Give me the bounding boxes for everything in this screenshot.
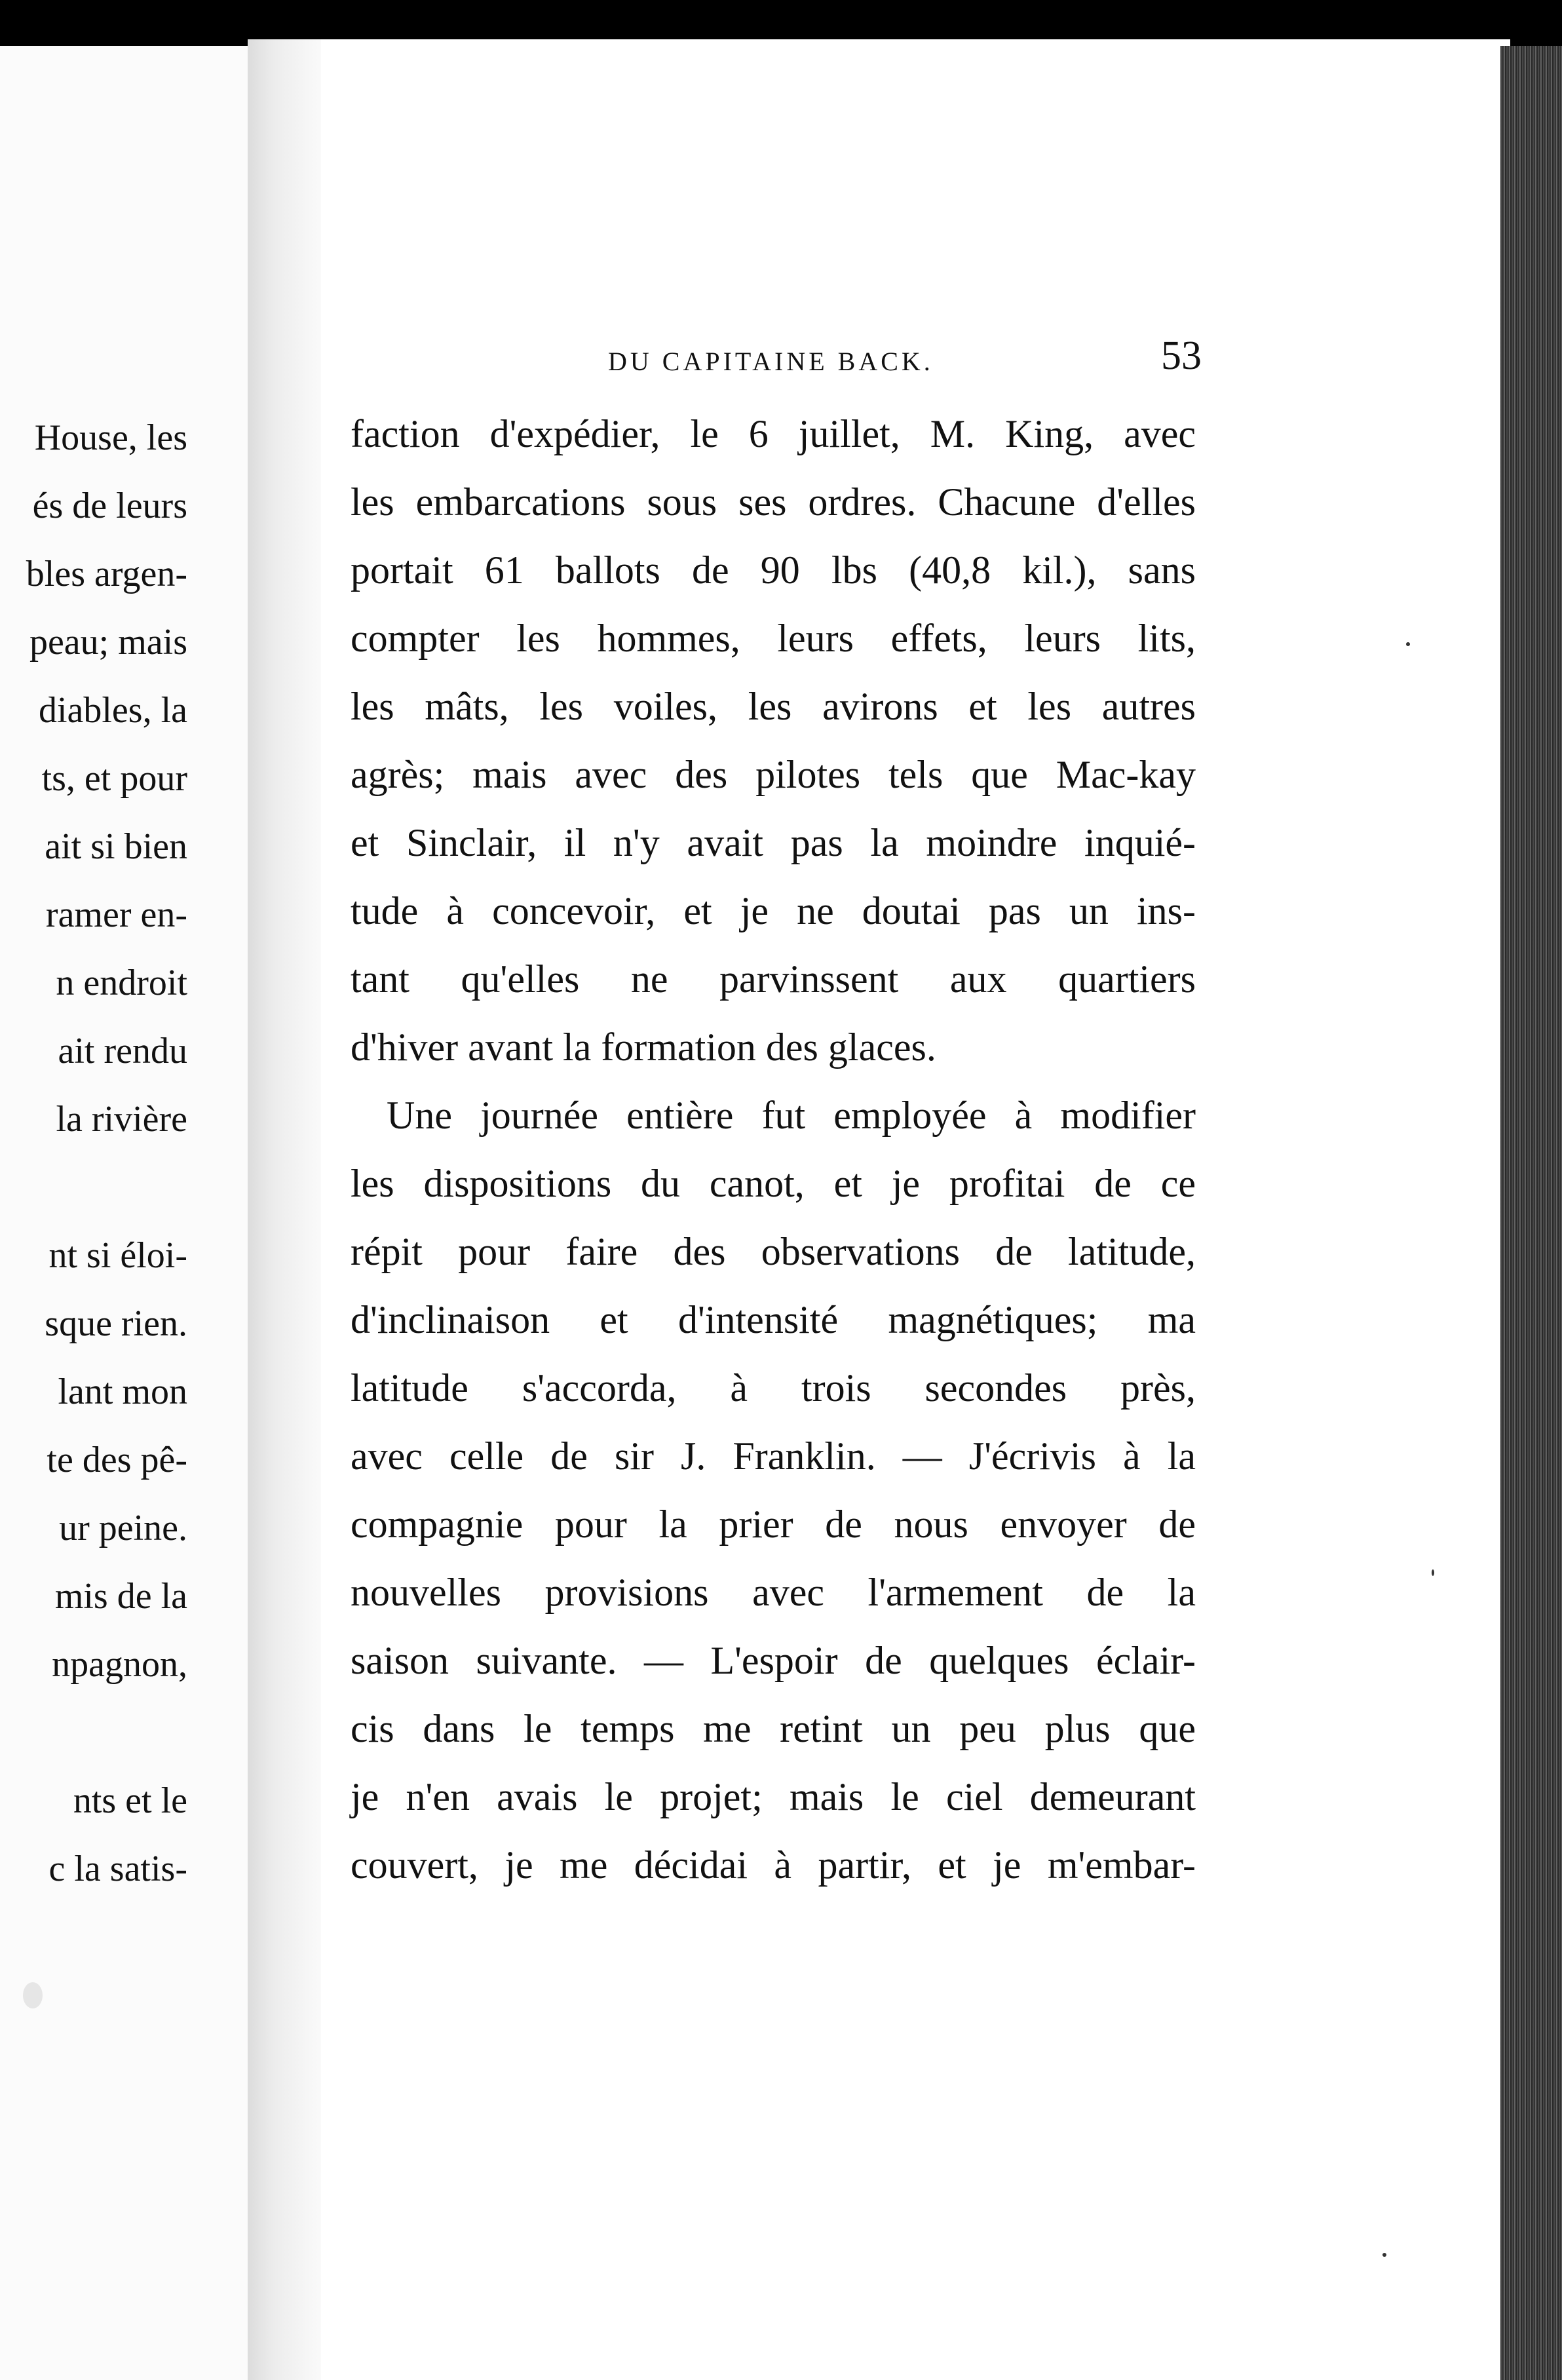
body-line: compter les hommes, leurs effets, leurs lits, <box>351 617 1196 660</box>
left-page-line: npagnon, <box>52 1644 187 1685</box>
right-page <box>321 39 1510 2380</box>
body-line: d'hiver avant la formation des glaces. <box>351 1026 936 1069</box>
body-line: faction d'expédier, le 6 juillet, M. King, avec <box>351 412 1196 455</box>
left-page-line: lant mon <box>58 1372 187 1412</box>
left-page-line: ramer en- <box>45 894 187 935</box>
left-page-line: és de leurs <box>32 486 187 526</box>
left-page-line: mis de la <box>54 1576 187 1617</box>
body-line: latitude s'accorda, à trois secondes près, <box>351 1366 1196 1410</box>
left-page-line: la rivière <box>56 1099 187 1140</box>
left-page-line: ait si bien <box>45 826 187 867</box>
scan-speck <box>1432 1569 1434 1576</box>
scan-speck <box>23 1982 43 2008</box>
left-page-fragment <box>0 46 248 2380</box>
left-page-line: ait rendu <box>58 1031 187 1071</box>
body-line: avec celle de sir J. Franklin. — J'écrivis à la <box>351 1434 1196 1478</box>
page-edges <box>1500 46 1562 2380</box>
left-page-line: peau; mais <box>29 622 187 662</box>
body-line: tant qu'elles ne parvinssent aux quartiers <box>351 957 1196 1001</box>
left-page-line: te des pê- <box>47 1440 187 1480</box>
body-line: compagnie pour la prier de nous envoyer de <box>351 1503 1196 1546</box>
left-page-line: nts et le <box>73 1780 187 1821</box>
scan-speck <box>1382 2253 1386 2257</box>
body-line: et Sinclair, il n'y avait pas la moindre inquié- <box>351 821 1196 864</box>
left-page-line: sque rien. <box>45 1303 187 1344</box>
body-line: Une journée entière fut employée à modifier <box>387 1094 1196 1137</box>
body-line: agrès; mais avec des pilotes tels que Mac-kay <box>351 753 1196 796</box>
body-line: saison suivante. — L'espoir de quelques éclair- <box>351 1639 1196 1682</box>
left-page-line: ts, et pour <box>41 758 187 799</box>
book-gutter <box>248 39 333 2380</box>
page-number: 53 <box>1161 334 1202 378</box>
body-line: couvert, je me décidai à partir, et je m'embar- <box>351 1843 1196 1887</box>
body-line: les dispositions du canot, et je profitai de ce <box>351 1162 1196 1205</box>
left-page-line: diables, la <box>38 690 187 731</box>
left-page-line: bles argen- <box>26 554 187 594</box>
body-line: répit pour faire des observations de latitude, <box>351 1230 1196 1273</box>
body-line: portait 61 ballots de 90 lbs (40,8 kil.), sans <box>351 548 1196 592</box>
body-line: cis dans le temps me retint un peu plus que <box>351 1707 1196 1750</box>
left-page-line: ur peine. <box>59 1508 187 1548</box>
body-line: les embarcations sous ses ordres. Chacune d'elles <box>351 480 1196 524</box>
left-page-line: c la satis- <box>48 1849 187 1889</box>
left-page-line: House, les <box>34 417 187 458</box>
body-line: je n'en avais le projet; mais le ciel demeurant <box>351 1775 1196 1818</box>
left-page-line: nt si éloi- <box>48 1235 187 1276</box>
scan-speck <box>1406 642 1410 646</box>
body-line: nouvelles provisions avec l'armement de la <box>351 1571 1196 1614</box>
body-line: d'inclinaison et d'intensité magnétiques; ma <box>351 1298 1196 1341</box>
body-line: les mâts, les voiles, les avirons et les autres <box>351 685 1196 728</box>
left-page-line: n endroit <box>56 963 187 1003</box>
running-head: DU CAPITAINE BACK. <box>608 347 934 376</box>
body-line: tude à concevoir, et je ne doutai pas un ins- <box>351 889 1196 932</box>
